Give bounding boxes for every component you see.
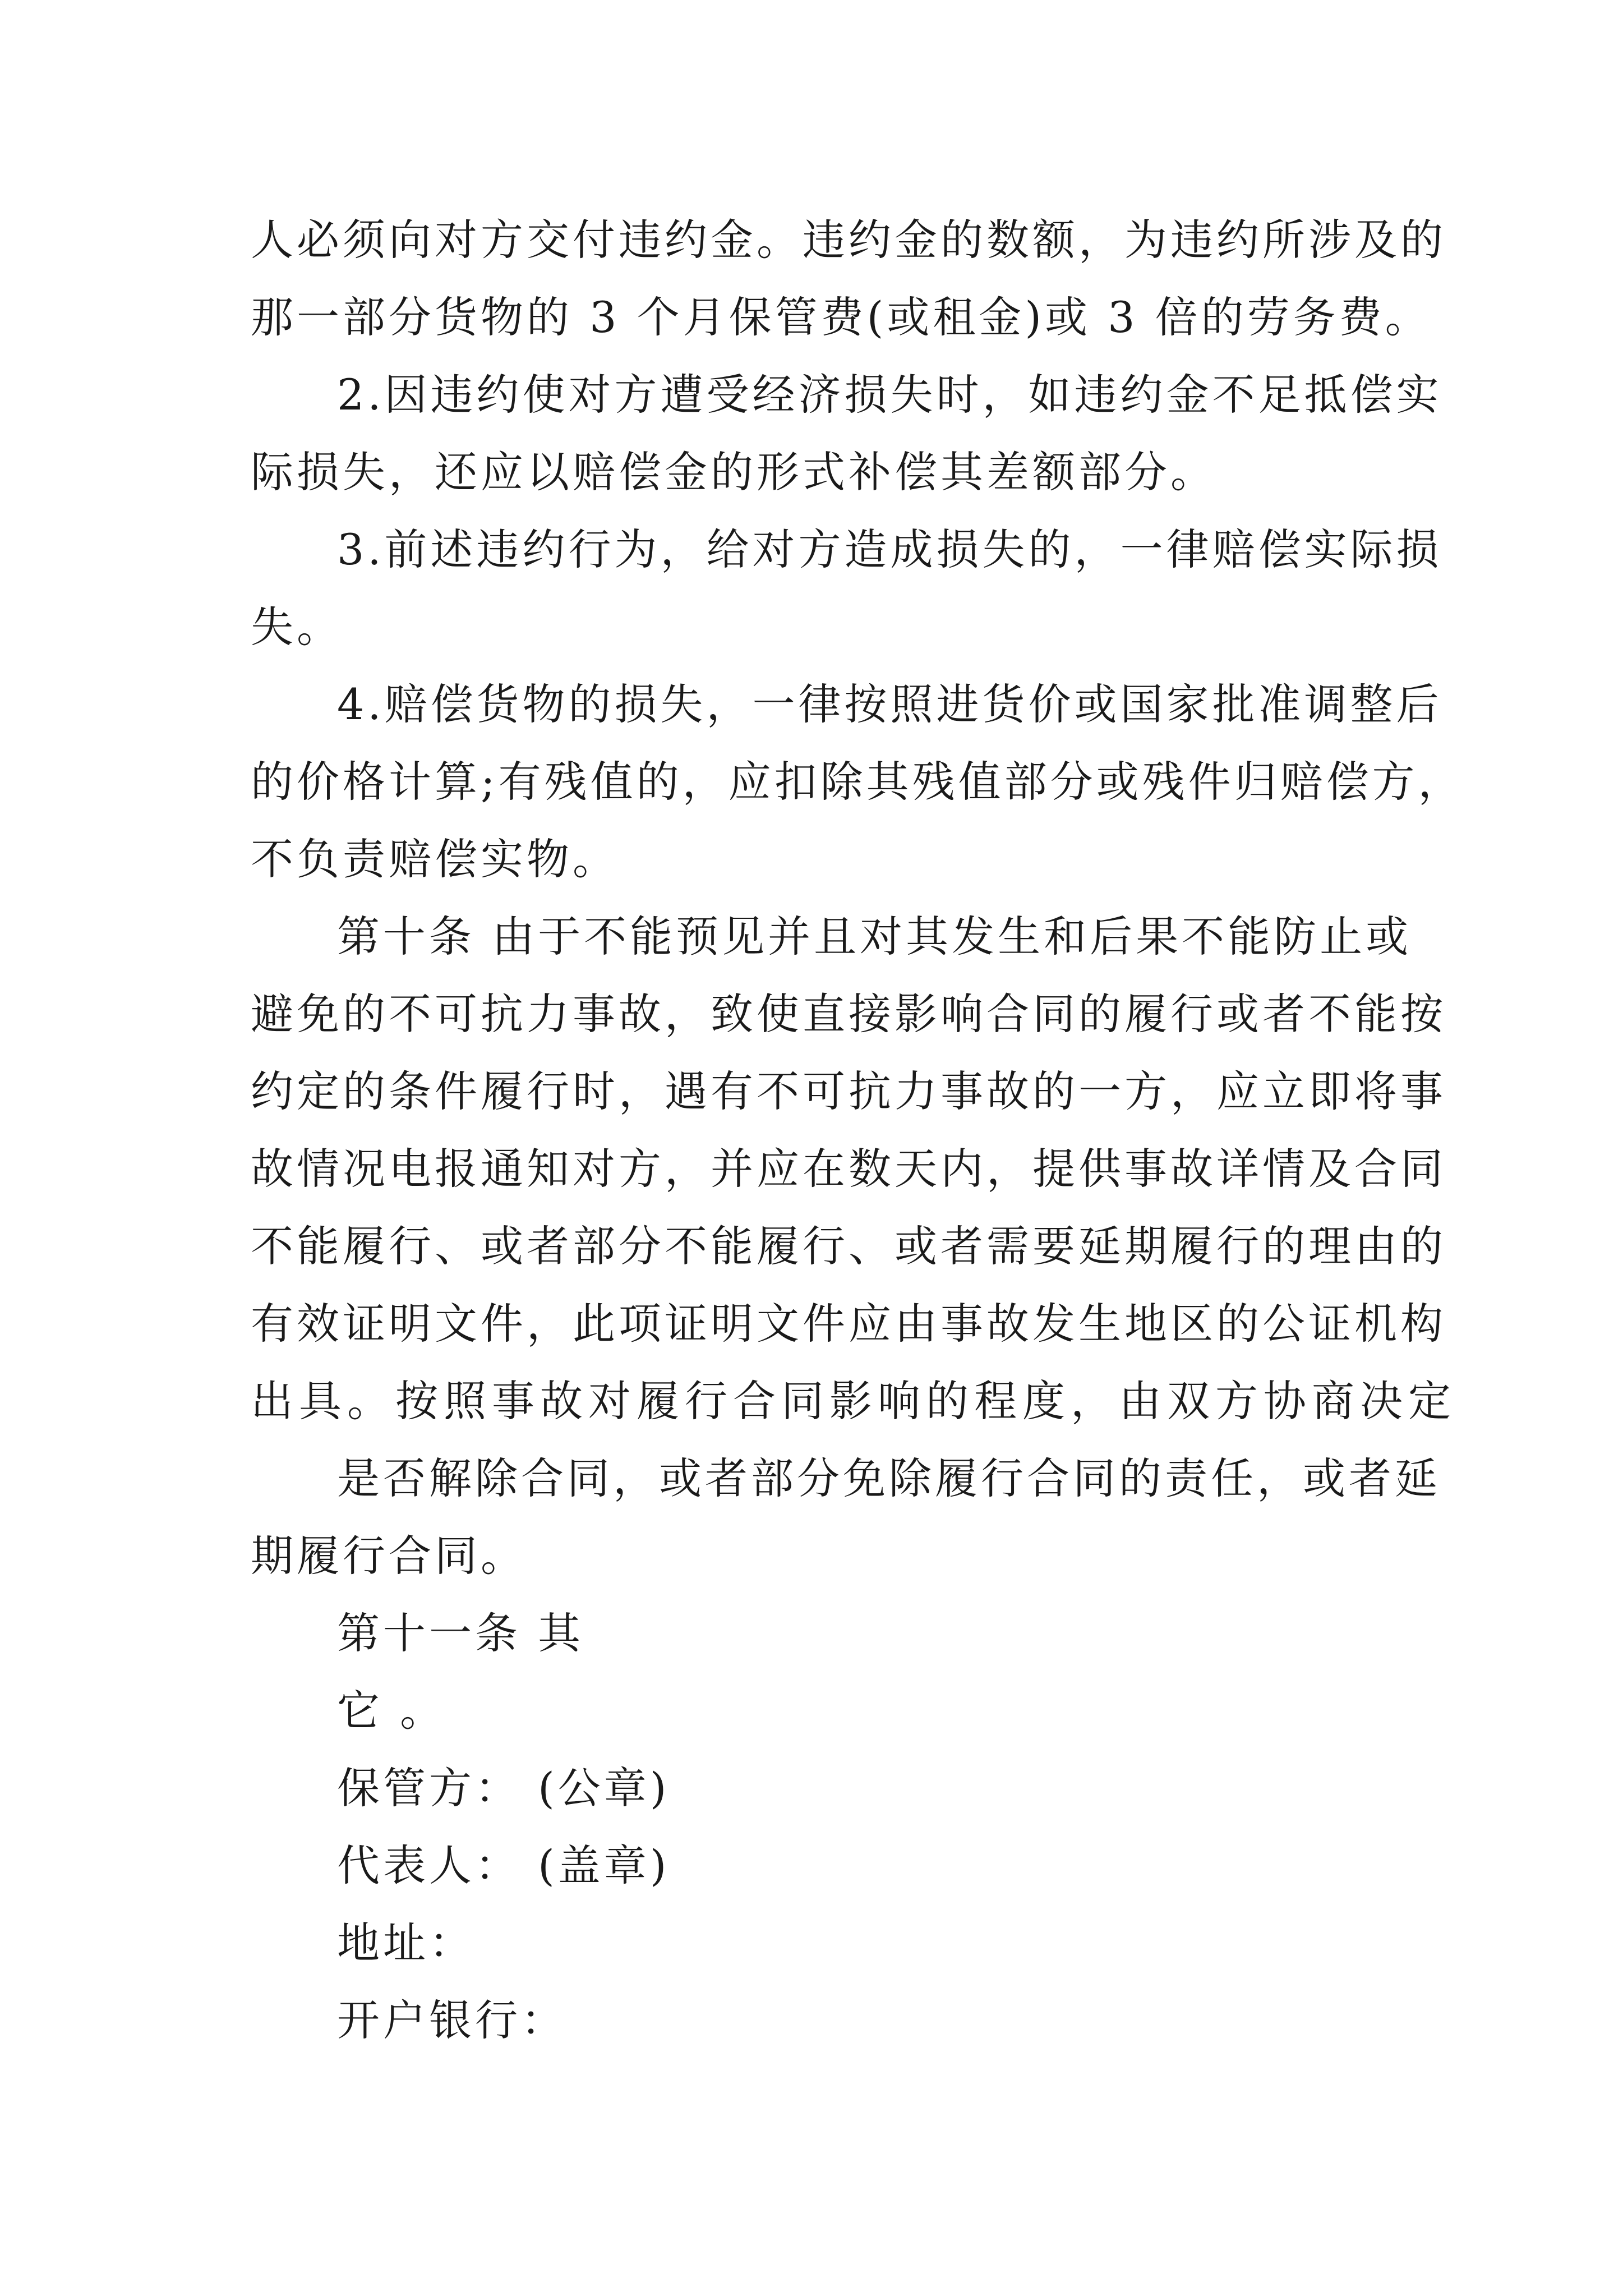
line-text: 第十一条 其 — [337, 1608, 584, 1658]
line-text: 2.因违约使对方遭受经济损失时，如违约金不足抵偿实 — [337, 370, 1442, 420]
line-text: 代表人： (盖章) — [337, 1841, 670, 1890]
line-text: 3.前述违约行为，给对方造成损失的，一律赔偿实际损 — [337, 524, 1442, 574]
line-text: 际损失，还应以赔偿金的形式补偿其差额部分。 — [251, 447, 1216, 497]
line-text: 的价格计算;有残值的，应扣除其残值部分或残件归赔偿方， — [251, 757, 1464, 807]
line-text: 期履行合同。 — [251, 1531, 527, 1581]
line-text: 地址： — [337, 1918, 475, 1968]
line-text: 那一部分货物的 3 个月保管费(或租金)或 3 倍的劳务费。 — [251, 292, 1431, 342]
line-text: 是否解除合同，或者部分免除履行合同的责任，或者延 — [337, 1453, 1441, 1503]
line-text: 第十条 由于不能预见并且对其发生和后果不能防止或 — [337, 912, 1412, 961]
line-text: 有效证明文件，此项证明文件应由事故发生地区的公证机构 — [251, 1299, 1446, 1349]
line-text: 人必须向对方交付违约金。违约金的数额，为违约所涉及的 — [251, 215, 1446, 265]
line-text: 出具。按照事故对履行合同影响的程度，由双方协商决定 — [251, 1376, 1456, 1426]
line-text: 约定的条件履行时，遇有不可抗力事故的一方，应立即将事 — [251, 1066, 1446, 1116]
line-text: 保管方： (公章) — [337, 1763, 670, 1813]
line-text: 失。 — [251, 602, 343, 652]
line-text: 故情况电报通知对方，并应在数天内，提供事故详情及合同 — [251, 1144, 1446, 1194]
line-text: 避免的不可抗力事故，致使直接影响合同的履行或者不能按 — [251, 989, 1446, 1039]
line-text: 它 。 — [337, 1686, 446, 1736]
line-text: 不负责赔偿实物。 — [251, 834, 619, 884]
line-text: 开户银行： — [337, 1995, 567, 2045]
line-text: 不能履行、或者部分不能履行、或者需要延期履行的理由的 — [251, 1221, 1446, 1271]
line-text: 4.赔偿货物的损失，一律按照进货价或国家批准调整后 — [337, 679, 1442, 729]
